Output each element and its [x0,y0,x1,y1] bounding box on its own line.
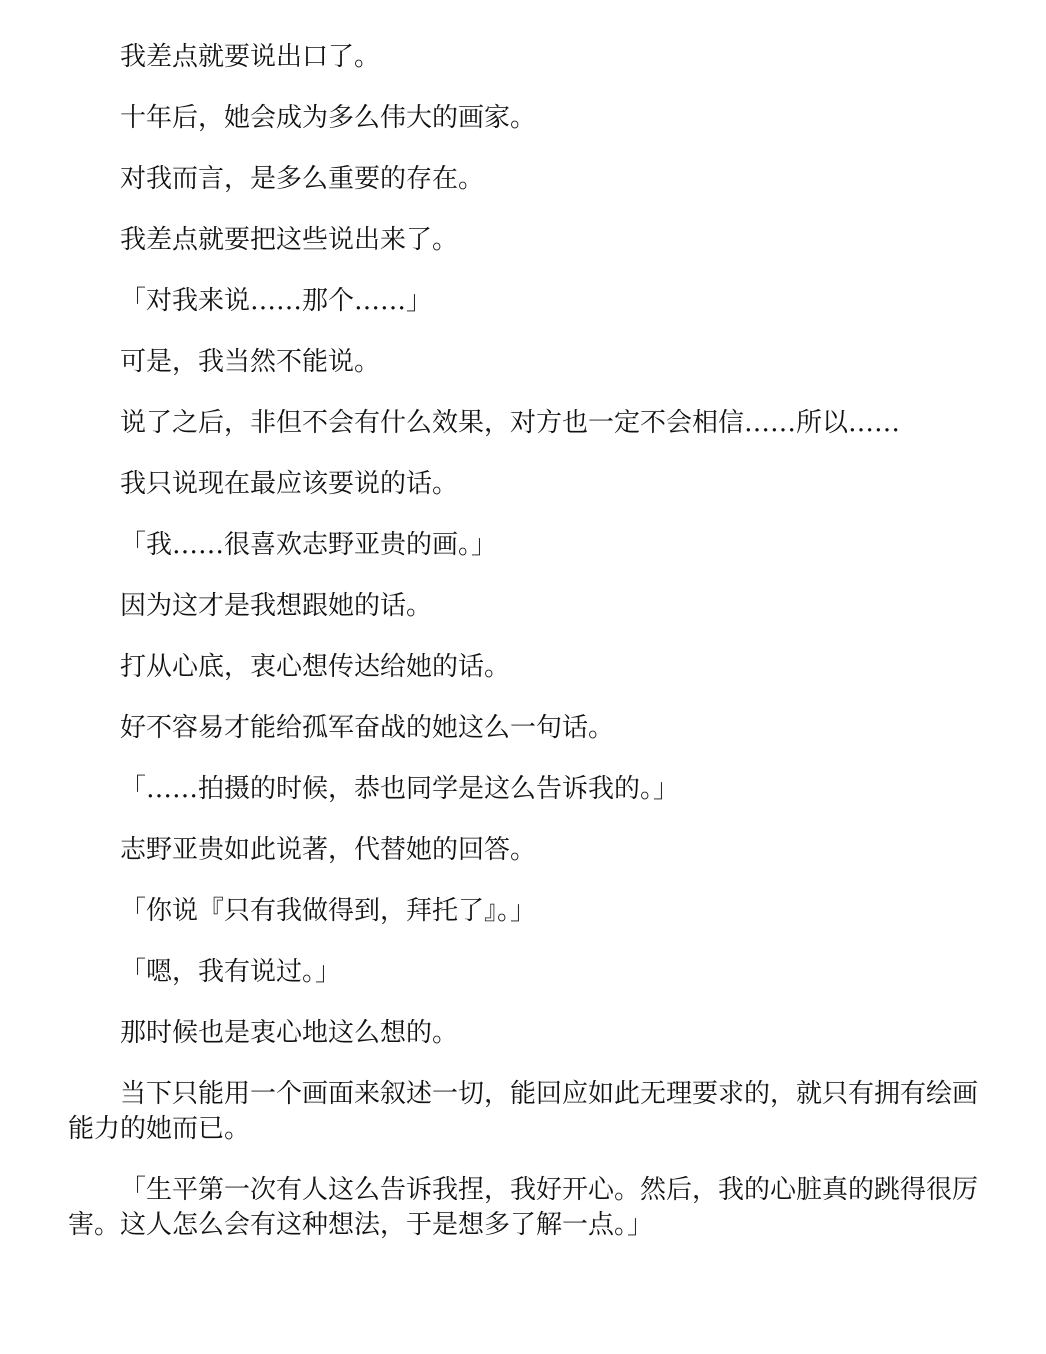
document-page [68,40,978,1269]
paragraph-4: 我差点就要把这些说出来了。 [120,225,459,255]
paragraph-17: 那时候也是衷心地这么想的。 [120,1018,459,1048]
paragraph-7: 说了之后，非但不会有什么效果，对方也一定不会相信……所以…… [120,408,901,438]
paragraph-13: 「……拍摄的时候，恭也同学是这么告诉我的。」 [120,774,680,804]
paragraph-8: 我只说现在最应该要说的话。 [120,469,459,499]
paragraph-5: 「对我来说……那个……」 [120,286,433,316]
paragraph-2: 十年后，她会成为多么伟大的画家。 [120,103,537,133]
paragraph-11: 打从心底，衷心想传达给她的话。 [120,652,511,682]
paragraph-12: 好不容易才能给孤军奋战的她这么一句话。 [120,713,615,743]
paragraph-16: 「嗯，我有说过。」 [120,957,342,987]
paragraph-10: 因为这才是我想跟她的话。 [120,591,433,621]
paragraph-6: 可是，我当然不能说。 [120,347,381,377]
paragraph-18: 当下只能用一个画面来叙述一切，能回应如此无理要求的，就只有拥有绘画能力的她而已。 [68,1079,979,1144]
paragraph-1: 我差点就要说出口了。 [120,42,381,72]
paragraph-15: 「你说『只有我做得到，拜托了』。」 [120,896,537,926]
paragraph-3: 对我而言，是多么重要的存在。 [120,164,485,194]
paragraph-9: 「我……很喜欢志野亚贵的画。」 [120,530,498,560]
paragraph-14: 志野亚贵如此说著，代替她的回答。 [120,835,537,865]
paragraph-19: 「生平第一次有人这么告诉我捏，我好开心。然后，我的心脏真的跳得很厉害。这人怎么会有这种想法，于是想多了解一点。」 [68,1175,979,1240]
